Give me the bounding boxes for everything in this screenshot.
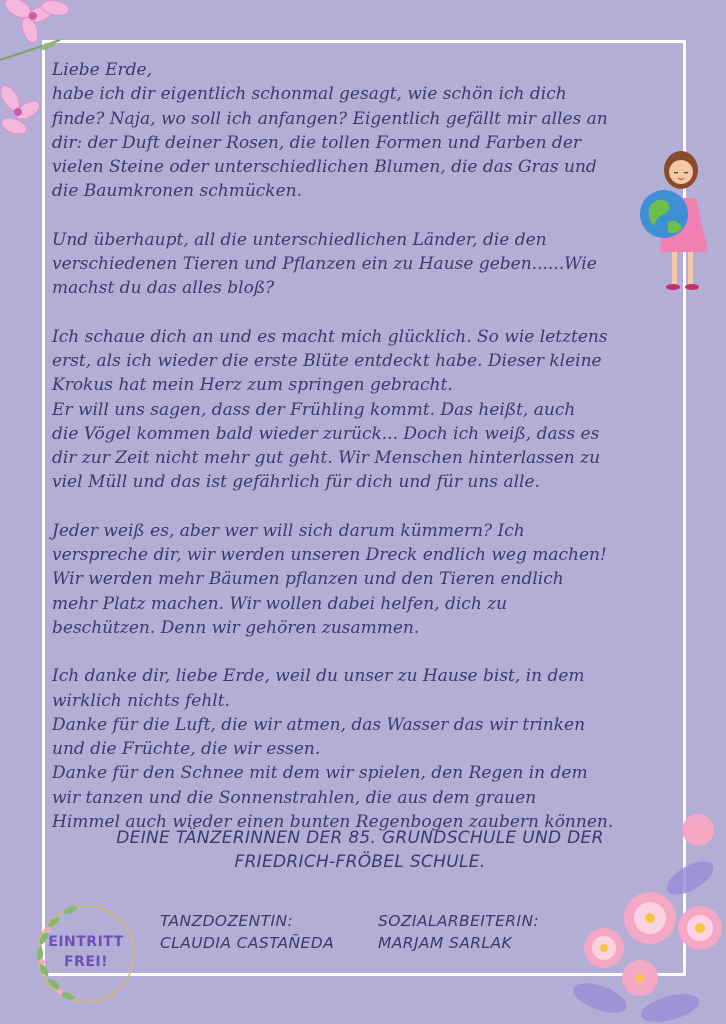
credit-name: CLAUDIA CASTAÑEDA xyxy=(160,934,335,952)
letter-line: machst du das alles bloß? xyxy=(52,278,275,299)
letter-body xyxy=(52,58,682,834)
letter-line: beschützen. Denn wir gehören zusammen. xyxy=(52,617,420,638)
letter-line: vielen Steine oder unterschiedlichen Blumen, die das Gras und xyxy=(52,157,597,178)
credit-social-worker xyxy=(378,910,539,954)
letter-line: Danke für den Schnee mit dem wir spielen, den Regen in dem xyxy=(52,763,588,784)
badge-line: EINTRITT xyxy=(48,934,124,950)
letter-paragraph xyxy=(52,664,682,834)
letter-line: Krokus hat mein Herz zum springen gebracht. xyxy=(52,375,453,396)
credit-dance-teacher xyxy=(160,910,334,954)
letter-line: dir: der Duft deiner Rosen, die tollen Formen und Farben der xyxy=(52,132,582,153)
letter-line: wirklich nichts fehlt. xyxy=(52,690,230,711)
credit-role: SOZIALARBEITERIN: xyxy=(378,912,540,930)
letter-line: Jeder weiß es, aber wer will sich darum kümmern? Ich xyxy=(52,520,525,541)
letter-line: viel Müll und das ist gefährlich für dich und für uns alle. xyxy=(52,472,540,493)
letter-line: erst, als ich wieder die erste Blüte entdeckt habe. Dieser kleine xyxy=(52,350,602,371)
letter-paragraph xyxy=(52,228,682,301)
credit-role: TANZDOZENTIN: xyxy=(160,912,294,930)
letter-line: und die Früchte, die wir essen. xyxy=(52,739,321,760)
letter-line: dir zur Zeit nicht mehr gut geht. Wir Menschen hinterlassen zu xyxy=(52,448,601,469)
signature xyxy=(60,826,660,874)
letter-line: mehr Platz machen. Wir wollen dabei helfen, dich zu xyxy=(52,593,508,614)
signature-line: DEINE TÄNZERINNEN DER 85. GRUNDSCHULE UND DER xyxy=(116,828,604,848)
letter-line: Ich schaue dich an und es macht mich glücklich. So wie letztens xyxy=(52,326,608,347)
letter-line: Und überhaupt, all die unterschiedlichen Länder, die den xyxy=(52,229,547,250)
badge-text xyxy=(30,932,142,972)
signature-line: FRIEDRICH-FRÖBEL SCHULE. xyxy=(234,852,486,872)
letter-line: Himmel auch wieder einen bunten Regenbogen zaubern können. xyxy=(52,812,614,833)
letter-line: wir tanzen und die Sonnenstrahlen, die aus dem grauen xyxy=(52,787,537,808)
letter-line: habe ich dir eigentlich schonmal gesagt, wie schön ich dich xyxy=(52,84,567,105)
free-entry-badge xyxy=(30,898,142,1010)
letter-line: Danke für die Luft, die wir atmen, das Wasser das wir trinken xyxy=(52,714,586,735)
letter-line: Ich danke dir, liebe Erde, weil du unser zu Hause bist, in dem xyxy=(52,666,585,687)
letter-line: Wir werden mehr Bäumen pflanzen und den Tieren endlich xyxy=(52,569,564,590)
letter-line: die Baumkronen schmücken. xyxy=(52,181,303,202)
letter-greeting: Liebe Erde, xyxy=(52,60,153,80)
letter-line: die Vögel kommen bald wieder zurück... Doch ich weiß, dass es xyxy=(52,423,600,444)
letter-line: verspreche dir, wir werden unseren Dreck endlich weg machen! xyxy=(52,545,607,566)
credit-name: MARJAM SARLAK xyxy=(378,934,513,952)
letter-line: finde? Naja, wo soll ich anfangen? Eigentlich gefällt mir alles an xyxy=(52,108,608,129)
letter-line: verschiedenen Tieren und Pflanzen ein zu Hause geben......Wie xyxy=(52,254,597,275)
letter-line: Er will uns sagen, dass der Frühling kommt. Das heißt, auch xyxy=(52,399,576,420)
letter-paragraph xyxy=(52,519,682,640)
letter-greeting-block xyxy=(52,58,682,204)
letter-paragraph xyxy=(52,325,682,495)
badge-line: FREI! xyxy=(63,954,108,970)
